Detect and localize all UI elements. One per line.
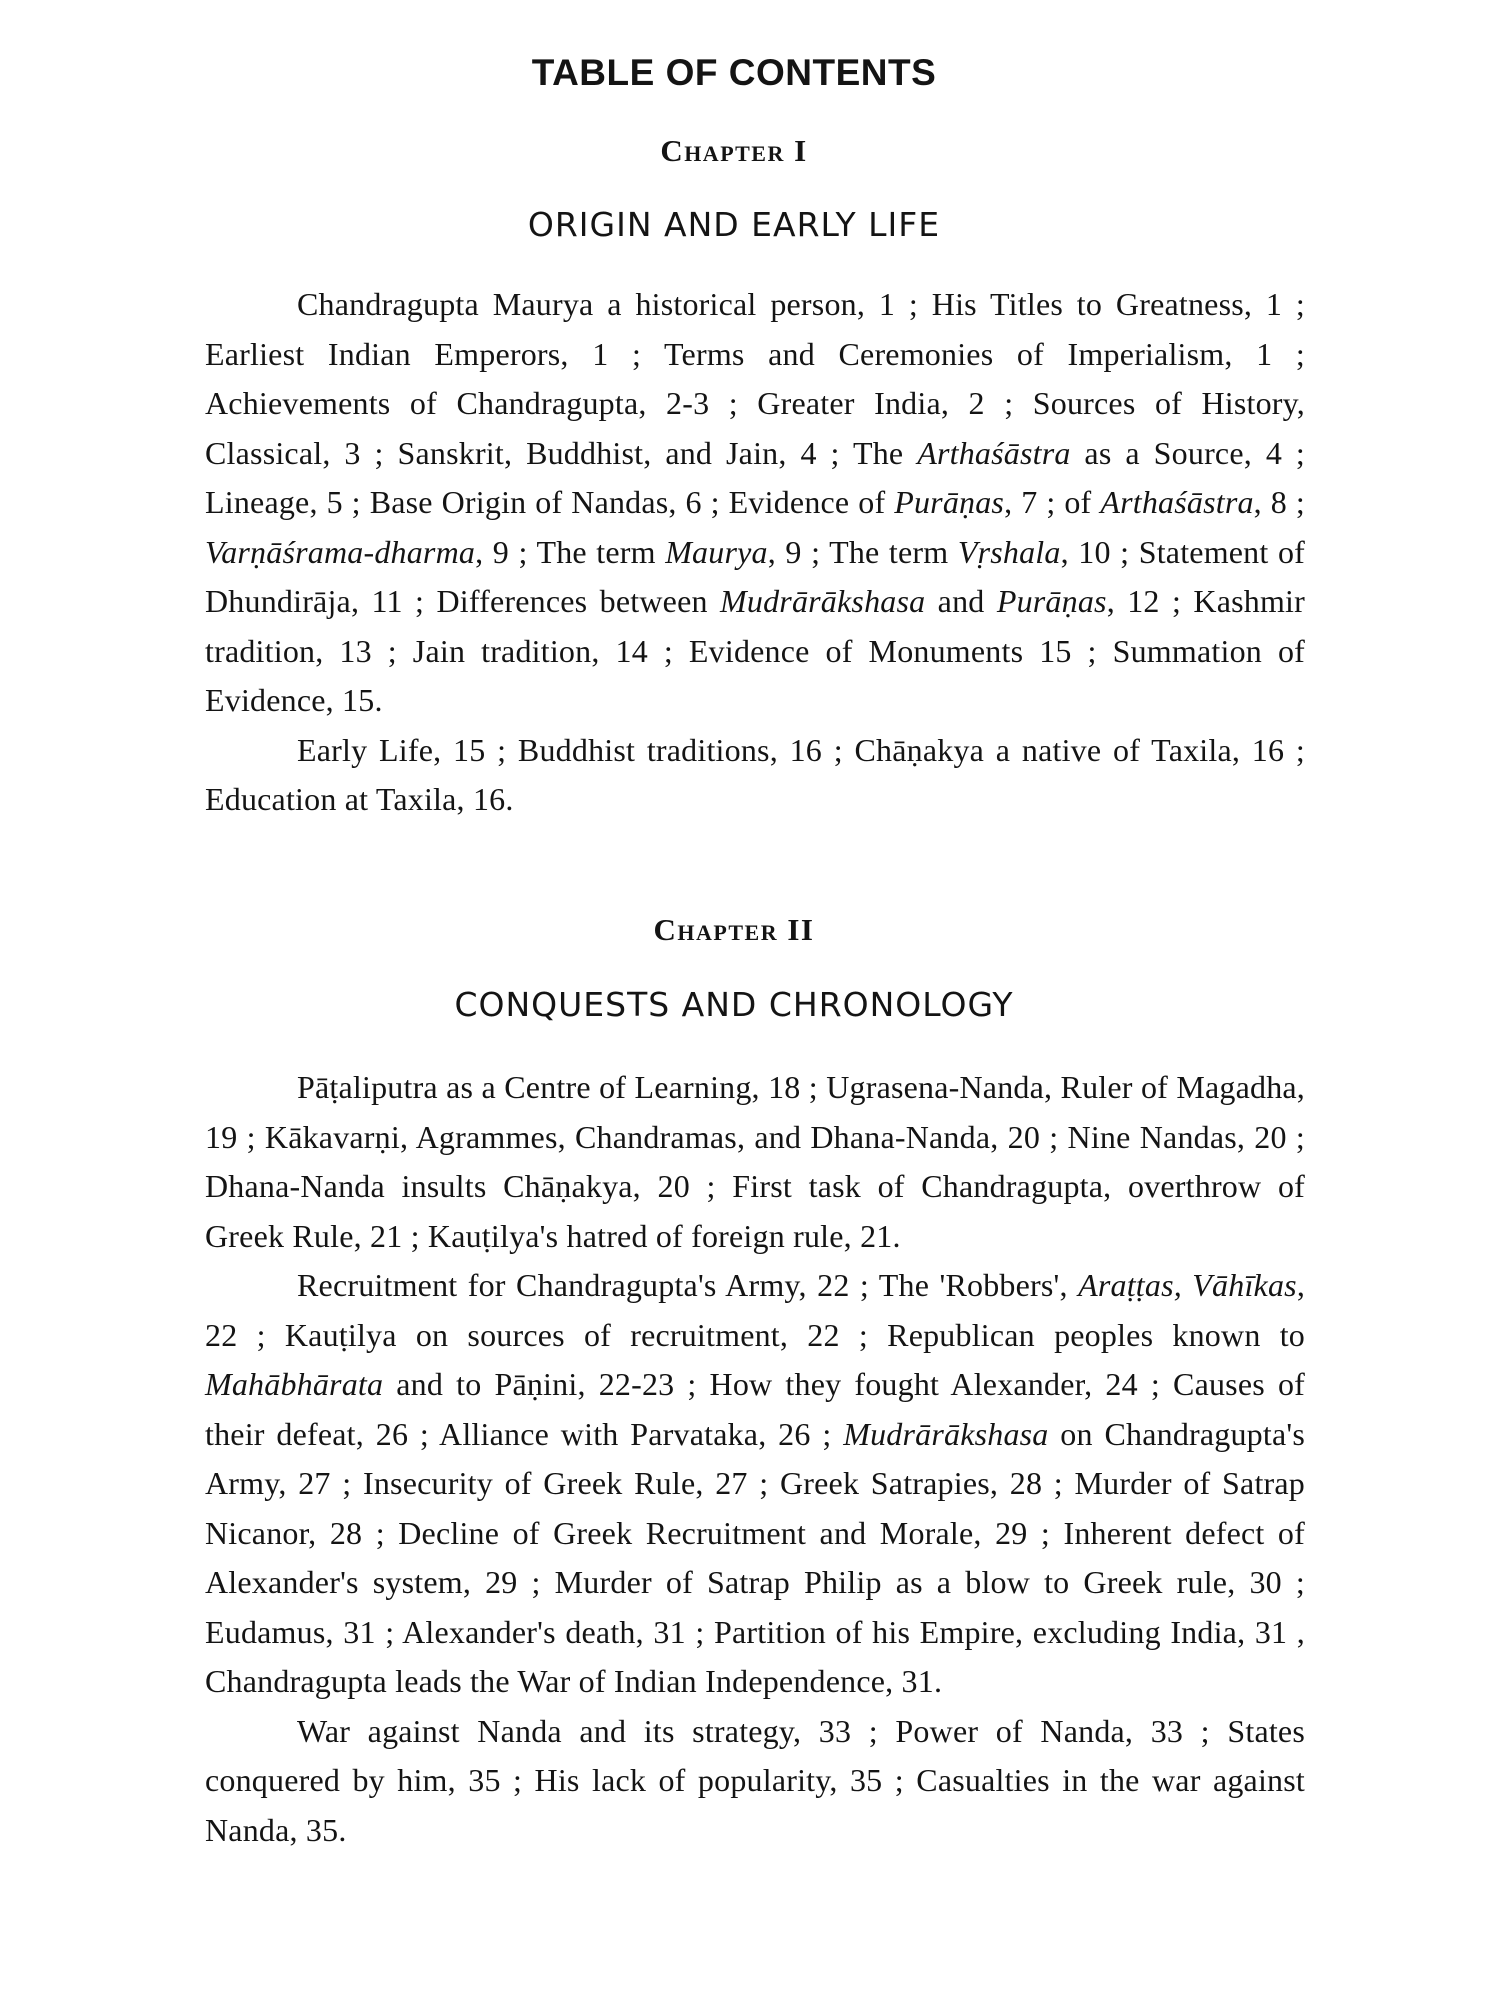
contents-text: , 7 ; of: [1004, 484, 1101, 520]
italic-term: Araṭṭas, Vāhīkas: [1078, 1267, 1297, 1303]
italic-term: Purāṇas: [996, 583, 1107, 619]
contents-text: as a Source, 4 ; Lineage, 5 ; Base Origin of Nandas, 6 ; Evidence of: [205, 434, 1305, 520]
contents-text: Pāṭaliputra as a Centre of Learning, 18 ; Ugrasena-Nanda, Ruler of Magadha, 19 ; Kākavarṇi, Agrammes, Chandramas, and Dhana-Nanda, 20 ; Nine Nandas, 20 ; Dhana-Nanda insults Chāṇakya, 20 ; First task of Chandragupta, overthrow of Greek Rule, 21 ; Kauṭilya's hatred of foreign rule, 21.: [205, 1069, 1305, 1254]
contents-paragraph: [205, 280, 1305, 726]
italic-term: Purāṇas: [894, 484, 1005, 520]
contents-text: , 10 ; Statement of Dhundirāja, 11 ; Differences between: [205, 533, 1306, 619]
chapter-1-title: ORIGIN AND EARLY LIFE: [527, 205, 941, 244]
chapter-2-title: CONQUESTS AND CHRONOLOGY: [454, 985, 1014, 1024]
page-title: TABLE OF CONTENTS: [531, 52, 937, 93]
contents-text: , 8 ;: [1253, 484, 1306, 520]
contents-text: and to Pāṇini, 22-23 ; How they fought Alexander, 24 ; Causes of their defeat, 26 ; Alliance with Parvataka, 26 ;: [205, 1366, 1305, 1452]
italic-term: Mudrārākshasa: [843, 1415, 1049, 1452]
contents-paragraph: [205, 1707, 1305, 1856]
contents-text: on Chandragupta's Army, 27 ; Insecurity of Greek Rule, 27 ; Greek Satrapies, 28 ; Murder of Satrap Nicanor, 28 ; Decline of Greek Recruitment and Morale, 29 ; Inherent defect of Alexander's system, 29 ; Murder of Satrap Philip as a blow to Greek rule, 30 ; Eudamus, 31 ; Alexander's death, 31 ; Partition of his Empire, excluding India, 31 , Chandragupta leads the War of Indian Independence, 31.: [205, 1415, 1305, 1699]
chapter-1-contents: [205, 280, 1305, 825]
italic-term: Arthaśāstra: [1100, 484, 1254, 520]
contents-paragraph: [205, 726, 1305, 825]
italic-term: Maurya: [665, 533, 768, 570]
contents-text: , 9 ; The term: [475, 533, 666, 570]
contents-text: War against Nanda and its strategy, 33 ; Power of Nanda, 33 ; States conquered by him, 35 ; His lack of popularity, 35 ; Casualties in the war against Nanda, 35.: [205, 1712, 1305, 1848]
contents-text: , 22 ; Kauṭilya on sources of recruitment, 22 ; Republican peoples known to: [205, 1267, 1306, 1353]
contents-paragraph: [205, 1261, 1305, 1707]
chapter-2-label: Chapter II: [653, 912, 815, 947]
contents-text: Chandragupta Maurya a historical person, 1 ; His Titles to Greatness, 1 ; Earliest Indian Emperors, 1 ; Terms and Ceremonies of Imperialism, 1 ; Achievements of Chandragupta, 2-3 ; Greater India, 2 ; Sources of History, Classical, 3 ; Sanskrit, Buddhist, and Jain, 4 ; The: [205, 286, 1305, 471]
italic-term: Varṇāśrama-dharma: [205, 533, 476, 570]
italic-term: Vṛshala: [957, 533, 1061, 570]
contents-text: and: [925, 583, 997, 619]
italic-term: Arthaśāstra: [917, 434, 1071, 471]
chapter-2-contents: [205, 1063, 1305, 1855]
contents-text: , 9 ; The term: [767, 533, 958, 570]
italic-term: Mahābhārata: [205, 1366, 384, 1402]
chapter-1-label: Chapter I: [660, 133, 808, 168]
contents-paragraph: [205, 1063, 1305, 1261]
contents-text: Recruitment for Chandragupta's Army, 22 ; The 'Robbers',: [297, 1267, 1079, 1303]
italic-term: Mudrārākshasa: [720, 583, 926, 619]
contents-text: , 12 ; Kashmir tradition, 13 ; Jain tradition, 14 ; Evidence of Monuments 15 ; Summation of Evidence, 15.: [205, 583, 1306, 718]
contents-text: Early Life, 15 ; Buddhist traditions, 16 ; Chāṇakya a native of Taxila, 16 ; Education at Taxila, 16.: [205, 731, 1305, 817]
